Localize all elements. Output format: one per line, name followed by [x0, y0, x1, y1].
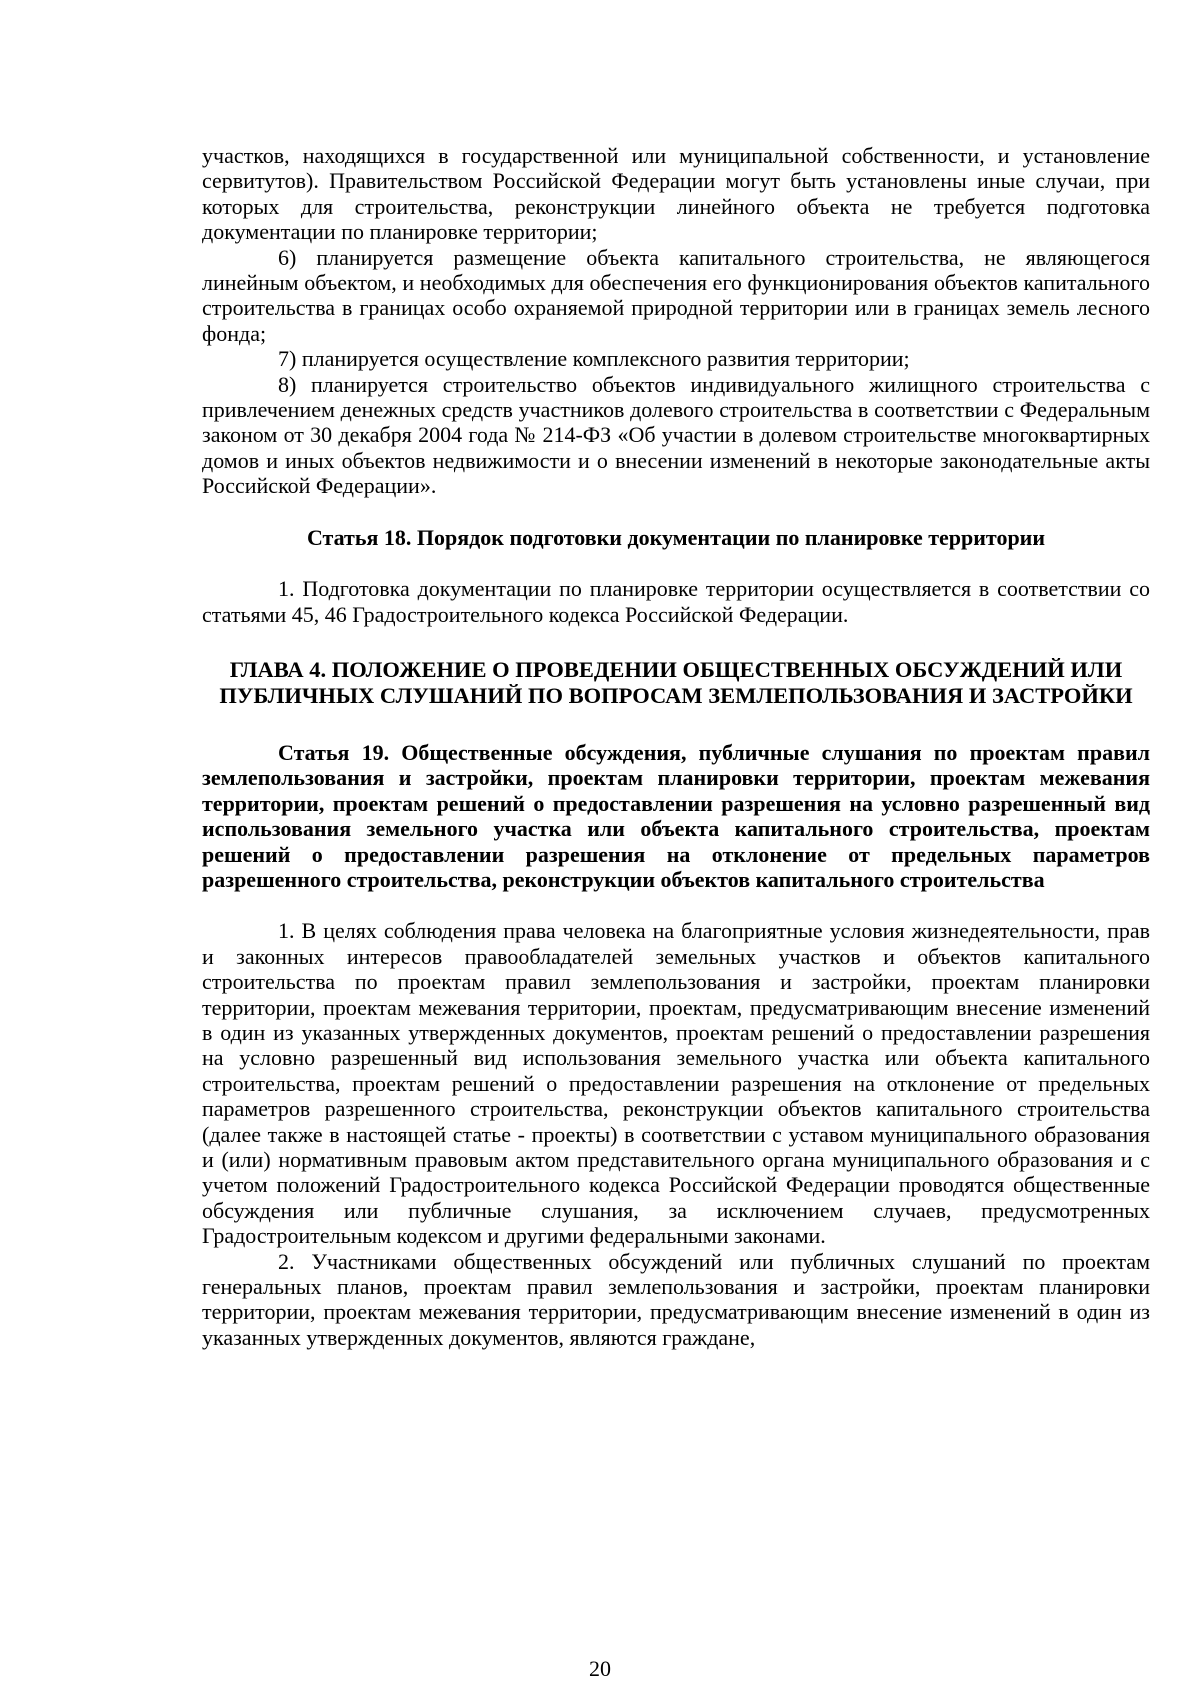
list-item-6: 6) планируется размещение объекта капитального строительства, не являющегося линейным объектом, и необходимых для обеспечения его функционирования объектов капитального строительства в границах особо охраняемой природной территории или в границах земель лесного фонда;: [202, 244, 1150, 346]
chapter-4-title: ГЛАВА 4. ПОЛОЖЕНИЕ О ПРОВЕДЕНИИ ОБЩЕСТВЕННЫХ ОБСУЖДЕНИЙ ИЛИ ПУБЛИЧНЫХ СЛУШАНИЙ ПО ВОПРОСАМ ЗЕМЛЕПОЛЬЗОВАНИЯ И ЗАСТРОЙКИ: [219, 656, 1133, 709]
article-18-paragraph-1: 1. Подготовка документации по планировке территории осуществляется в соответствии со статьями 45, 46 Градостроительного кодекса Российской Федерации.: [202, 576, 1150, 627]
list-item-7: 7) планируется осуществление комплексного развития территории;: [278, 346, 910, 372]
spacer: [202, 499, 1150, 525]
spacer: [202, 550, 1150, 576]
list-item-8: 8) планируется строительство объектов индивидуального жилищного строительства с привлечением денежных средств участников долевого строительства в соответствии с Федеральным законом от 30 декабря 2004 года № 214-ФЗ «Об участии в долевом строительстве многоквартирных домов и иных объектов недвижимости и о внесении изменений в некоторые законодательные акты Российской Федерации».: [202, 371, 1150, 499]
spacer: [202, 710, 1150, 740]
page-content: [202, 143, 1150, 1350]
article-19-paragraph-1: 1. В целях соблюдения права человека на благоприятные условия жизнедеятельности, прав и законных интересов правообладателей земельных участков и объектов капитального строительства по проектам правил землепользования и застройки, проектам планировки территории, проектам межевания территории, проектам, предусматривающим внесение изменений в один из указанных утвержденных документов, проектам решений о предоставлении разрешения на условно разрешенный вид использования земельного участка или объекта капитального строительства, проектам решений о предоставлении разрешения на отклонение от предельных параметров разрешенного строительства, реконструкции объектов капитального строительства (далее также в настоящей статье - проекты) в соответствии с уставом муниципального образования и (или) нормативным правовым актом представительного органа муниципального образования и с учетом положений Градостроительного кодекса Российской Федерации проводятся общественные обсуждения или публичные слушания, за исключением случаев, предусмотренных Градостроительным кодексом и другими федеральными законами.: [202, 918, 1150, 1249]
article-19-paragraph-2: 2. Участниками общественных обсуждений или публичных слушаний по проектам генеральных планов, проектам правил землепользования и застройки, проектам планировки территории, проектам межевания территории, предусматривающим внесение изменений в один из указанных утвержденных документов, являются граждане,: [202, 1248, 1150, 1350]
intro-paragraph: участков, находящихся в государственной или муниципальной собственности, и установление сервитутов). Правительством Российской Федерации могут быть установлены иные случаи, при которых для строительства, реконструкции линейного объекта не требуется подготовка документации по планировке территории;: [202, 143, 1150, 245]
article-18-title: Статья 18. Порядок подготовки документации по планировке территории: [306, 524, 1046, 550]
spacer: [202, 892, 1150, 918]
page-number: 20: [589, 1656, 611, 1681]
article-19-title: Статья 19. Общественные обсуждения, публичные слушания по проектам правил землепользования и застройки, проектам планировки территории, проектам межевания территории, проектам решений о предоставлении разрешения на условно разрешенный вид использования земельного участка или объекта капитального строительства, проектам решений о предоставлении разрешения на отклонение от предельных параметров разрешенного строительства, реконструкции объектов капитального строительства: [202, 739, 1150, 892]
spacer: [202, 627, 1150, 657]
